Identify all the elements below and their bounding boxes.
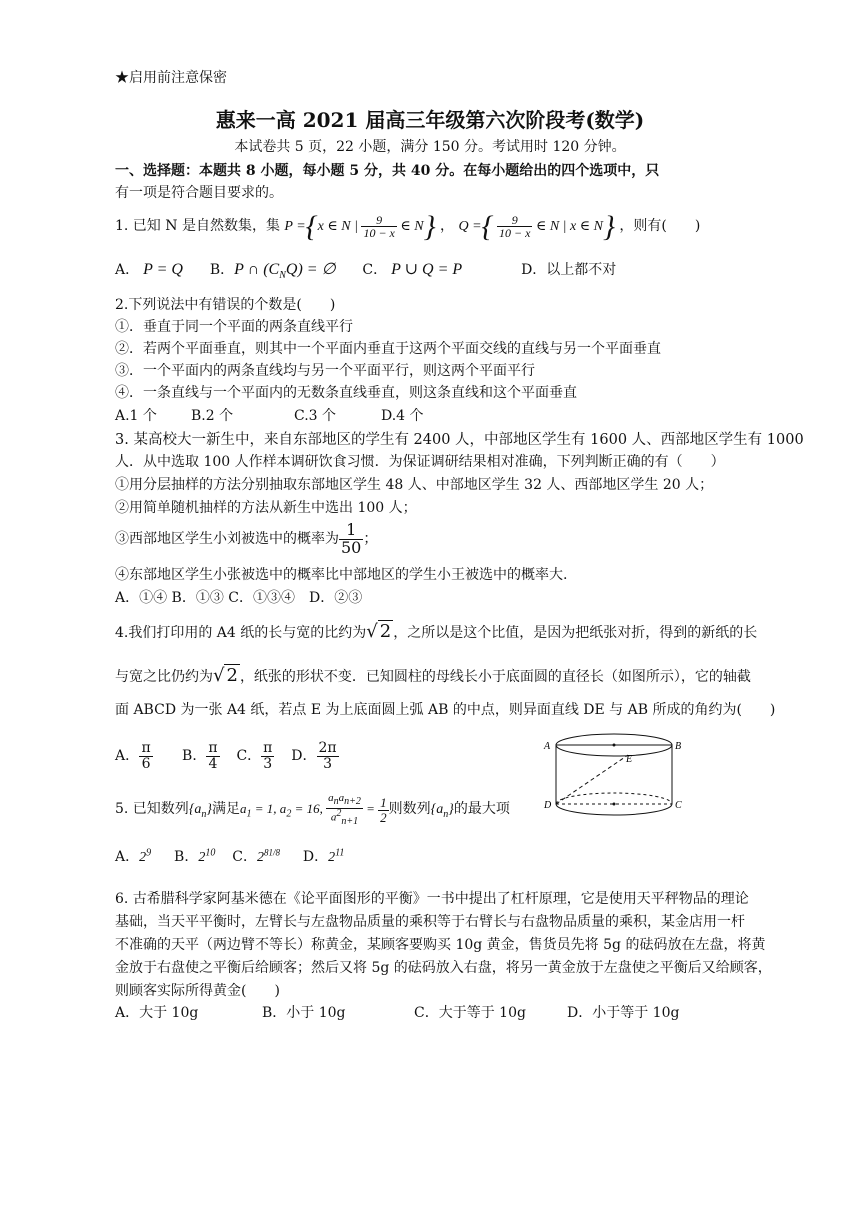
q2-option-b: B.2 个 [191, 408, 234, 424]
q2-option-c: C.3 个 [294, 408, 337, 424]
q4-option-c: C． $\frac{\pi}{3}$ [236, 739, 273, 772]
label-a: A [544, 741, 551, 752]
label-e: E [626, 754, 633, 765]
question-6-line3: 不准确的天平（两边臂不等长）称黄金，某顾客要购买 10g 黄金，售货员先将 5g 的砝码放在左盘，将黄 [115, 937, 766, 953]
q2-statement-2: ②．若两个平面垂直，则其中一个平面内垂直于这两个平面交线的直线与另一个平面垂直 [115, 341, 661, 357]
question-6-line4: 金放于右盘使之平衡后给顾客；然后又将 5g 的砝码放入右盘，将另一黄金放于左盘使之平衡后又给顾客， [115, 960, 772, 976]
q1-option-c: C． P ∪ Q = P [362, 261, 463, 278]
exam-title: 惠来一高 2021 届高三年级第六次阶段考(数学) [215, 108, 645, 132]
q1-mid: ， [440, 218, 455, 234]
confidential-note: ★启用前注意保密 [115, 70, 227, 86]
q2-option-a: A.1 个 [115, 408, 157, 424]
q1-option-b: B．P ∩ $(C_NQ)$ = ∅ [209, 261, 336, 282]
question-3: 3. 某高校大一新生中，来自东部地区的学生有 2400 人，中部地区学生有 1600 人、西部地区学生有 1000 [115, 432, 804, 448]
sqrt-2: √ 2 [213, 665, 238, 686]
q1-end: ，则有( ) [619, 218, 701, 234]
q1-stem: 1. 已知 N 是自然数集，集 [115, 218, 280, 234]
q6-option-a: A．大于 10g [115, 1005, 199, 1021]
question-6-line2: 基础，当天平平衡时，左臂长与左盘物品质量的乘积等于右臂长与右盘物品质量的乘积，某金店用一杆 [115, 914, 745, 930]
q6-option-d: D．小于等于 10g [567, 1005, 680, 1021]
question-6-line5: 则顾客实际所得黄金( ) [115, 983, 280, 999]
q3-statement-4: ④东部地区学生小张被选中的概率比中部地区的学生小王被选中的概率大. [115, 567, 568, 583]
q4-option-a: A． $\frac{\pi}{6}$ [115, 748, 153, 764]
q3-statement-2: ②用简单随机抽样的方法从新生中选出 100 人； [115, 500, 417, 516]
sqrt-2: √ 2 [366, 621, 392, 642]
q3-statement-1: ①用分层抽样的方法分别抽取东部地区学生 48 人、中部地区学生 32 人、西部地区学生 20 人； [115, 477, 714, 493]
question-3-cont: 人．从中选取 100 人作样本调研饮食习惯．为保证调研结果相对准确，下列判断正确的有（ ） [115, 454, 725, 470]
question-5: 5. 已知数列$\{a_n\}$满足$a_1 = 1$, $a_2 = 16$, $\frac{a_na_{n+2}}{a^2_{n+1}}$ = $\frac{1}{2}$ 则数列$\{a_n\}$的最大项 [115, 792, 510, 827]
label-d: D [544, 800, 552, 811]
question-6: 6. 古希腊科学家阿基米德在《论平面图形的平衡》一书中提出了杠杆原理，它是使用天平秤物品的理论 [115, 891, 749, 907]
q5-options [115, 846, 344, 866]
question-1 [115, 206, 700, 246]
q5-option-d: D．$2^{11}$ [302, 847, 345, 865]
exam-info: 本试卷共 5 页，22 小题，满分 150 分。考试用时 120 分钟。 [234, 139, 626, 155]
q4-option-b: B． $\frac{\pi}{4}$ [182, 739, 218, 772]
q1-option-d: D．以上都不对 [521, 262, 617, 278]
q5-option-a: A．$2^9$ [115, 847, 152, 865]
cylinder-figure [540, 722, 690, 822]
q5-option-c: C．$2^{81/8}$ [232, 847, 280, 865]
set-q-formula: Q ={ $\frac{9}{10 - x}$ ∈ N | x ∈ N} [458, 209, 615, 243]
q2-option-d: D.4 个 [381, 408, 424, 424]
label-b: B [675, 741, 682, 752]
q4-options [115, 736, 339, 776]
q6-option-c: C．大于等于 10g [414, 1005, 526, 1021]
question-4-cont2: 面 ABCD 为一张 A4 纸，若点 E 为上底面圆上弧 AB 的中点，则异面直线 DE 与 AB 所成的角约为( ) [115, 702, 776, 718]
question-2: 2.下列说法中有错误的个数是( ) [115, 297, 336, 313]
q2-statement-4: ④．一条直线与一个平面内的无数条直线垂直，则这条直线和这个平面垂直 [115, 385, 577, 401]
question-4-cont: 与宽之比仍约为√ 2 ，纸张的形状不变．已知圆柱的母线长小于底面圆的直径长（如图所示），它的轴截 [115, 662, 751, 690]
q6-option-b: B．小于 10g [262, 1005, 346, 1021]
q3-options: A．①④ B．①③ C．①③④ D．②③ [115, 590, 363, 606]
q1-options [115, 259, 616, 281]
q1-option-a: A． P = Q [115, 261, 183, 278]
label-c: C [675, 800, 682, 811]
q4-option-d: D． $\frac{2\pi}{3}$ [291, 739, 337, 772]
q2-statement-1: ①．垂直于同一个平面的两条直线平行 [115, 319, 353, 335]
q2-statement-3: ③．一个平面内的两条直线均与另一个平面平行，则这两个平面平行 [115, 363, 535, 379]
q5-option-b: B．$2^{10}$ [174, 847, 216, 865]
q3-statement-3: ③西部地区学生小刘被选中的概率为 $\frac{1}{50}$ ； [115, 519, 378, 557]
section-heading-cont: 有一项是符合题目要求的。 [115, 185, 283, 201]
question-4: 4.我们打印用的 A4 纸的长与宽的比约为√ 2 ，之所以是这个比值，是因为把纸张对折，得到的新纸的长 [115, 618, 757, 646]
section-heading: 一、选择题：本题共 8 小题，每小题 5 分，共 40 分。在每小题给出的四个选项中，只 [115, 163, 660, 179]
set-p-formula: P ={x ∈ N | $\frac{9}{10 - x}$ ∈ N} [284, 209, 436, 243]
